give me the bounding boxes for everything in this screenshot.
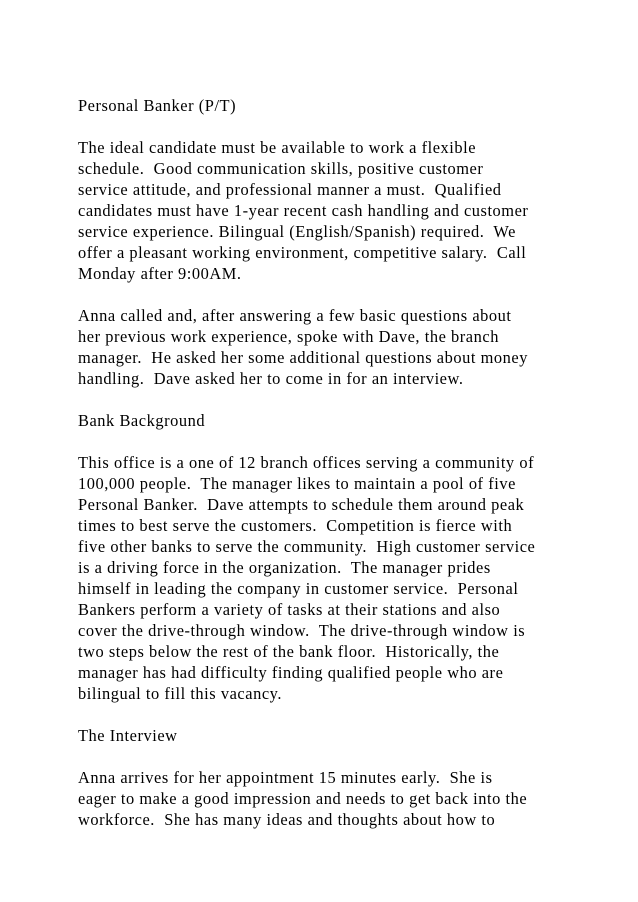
text-line: Bankers perform a variety of tasks at their stations and also: [78, 600, 501, 619]
text-line: eager to make a good impression and needs to get back into the: [78, 789, 528, 808]
text-line: offer a pleasant working environment, competitive salary. Call: [78, 243, 527, 262]
text-line: service attitude, and professional manner a must. Qualified: [78, 180, 502, 199]
text-line: This office is a one of 12 branch offices serving a community of: [78, 453, 535, 472]
text-line: manager. He asked her some additional questions about money: [78, 348, 528, 367]
text-line: himself in leading the company in customer service. Personal: [78, 579, 519, 598]
text-line: is a driving force in the organization. The manager prides: [78, 558, 491, 577]
text-line: candidates must have 1-year recent cash handling and customer: [78, 201, 529, 220]
text-line: her previous work experience, spoke with Dave, the branch: [78, 327, 499, 346]
text-line: two steps below the rest of the bank floor. Historically, the: [78, 642, 500, 661]
text-line: cover the drive-through window. The drive-through window is: [78, 621, 526, 640]
text-line: manager has had difficulty finding qualified people who are: [78, 663, 504, 682]
section-heading-the-interview: The Interview: [78, 726, 178, 745]
text-line: times to best serve the customers. Competition is fierce with: [78, 516, 513, 535]
text-line: bilingual to fill this vacancy.: [78, 684, 282, 703]
text-line: Monday after 9:00AM.: [78, 264, 242, 283]
text-line: Anna arrives for her appointment 15 minutes early. She is: [78, 768, 493, 787]
text-line: 100,000 people. The manager likes to maintain a pool of five: [78, 474, 516, 493]
text-line: Anna called and, after answering a few basic questions about: [78, 306, 512, 325]
document-title: Personal Banker (P/T): [78, 96, 237, 115]
text-line: five other banks to serve the community. High customer service: [78, 537, 536, 556]
text-line: schedule. Good communication skills, positive customer: [78, 159, 484, 178]
section-heading-bank-background: Bank Background: [78, 411, 206, 430]
text-line: handling. Dave asked her to come in for an interview.: [78, 369, 464, 388]
text-line: workforce. She has many ideas and thoughts about how to: [78, 810, 496, 829]
text-line: service experience. Bilingual (English/Spanish) required. We: [78, 222, 516, 241]
text-line: Personal Banker. Dave attempts to schedule them around peak: [78, 495, 525, 514]
text-line: The ideal candidate must be available to work a flexible: [78, 138, 477, 157]
